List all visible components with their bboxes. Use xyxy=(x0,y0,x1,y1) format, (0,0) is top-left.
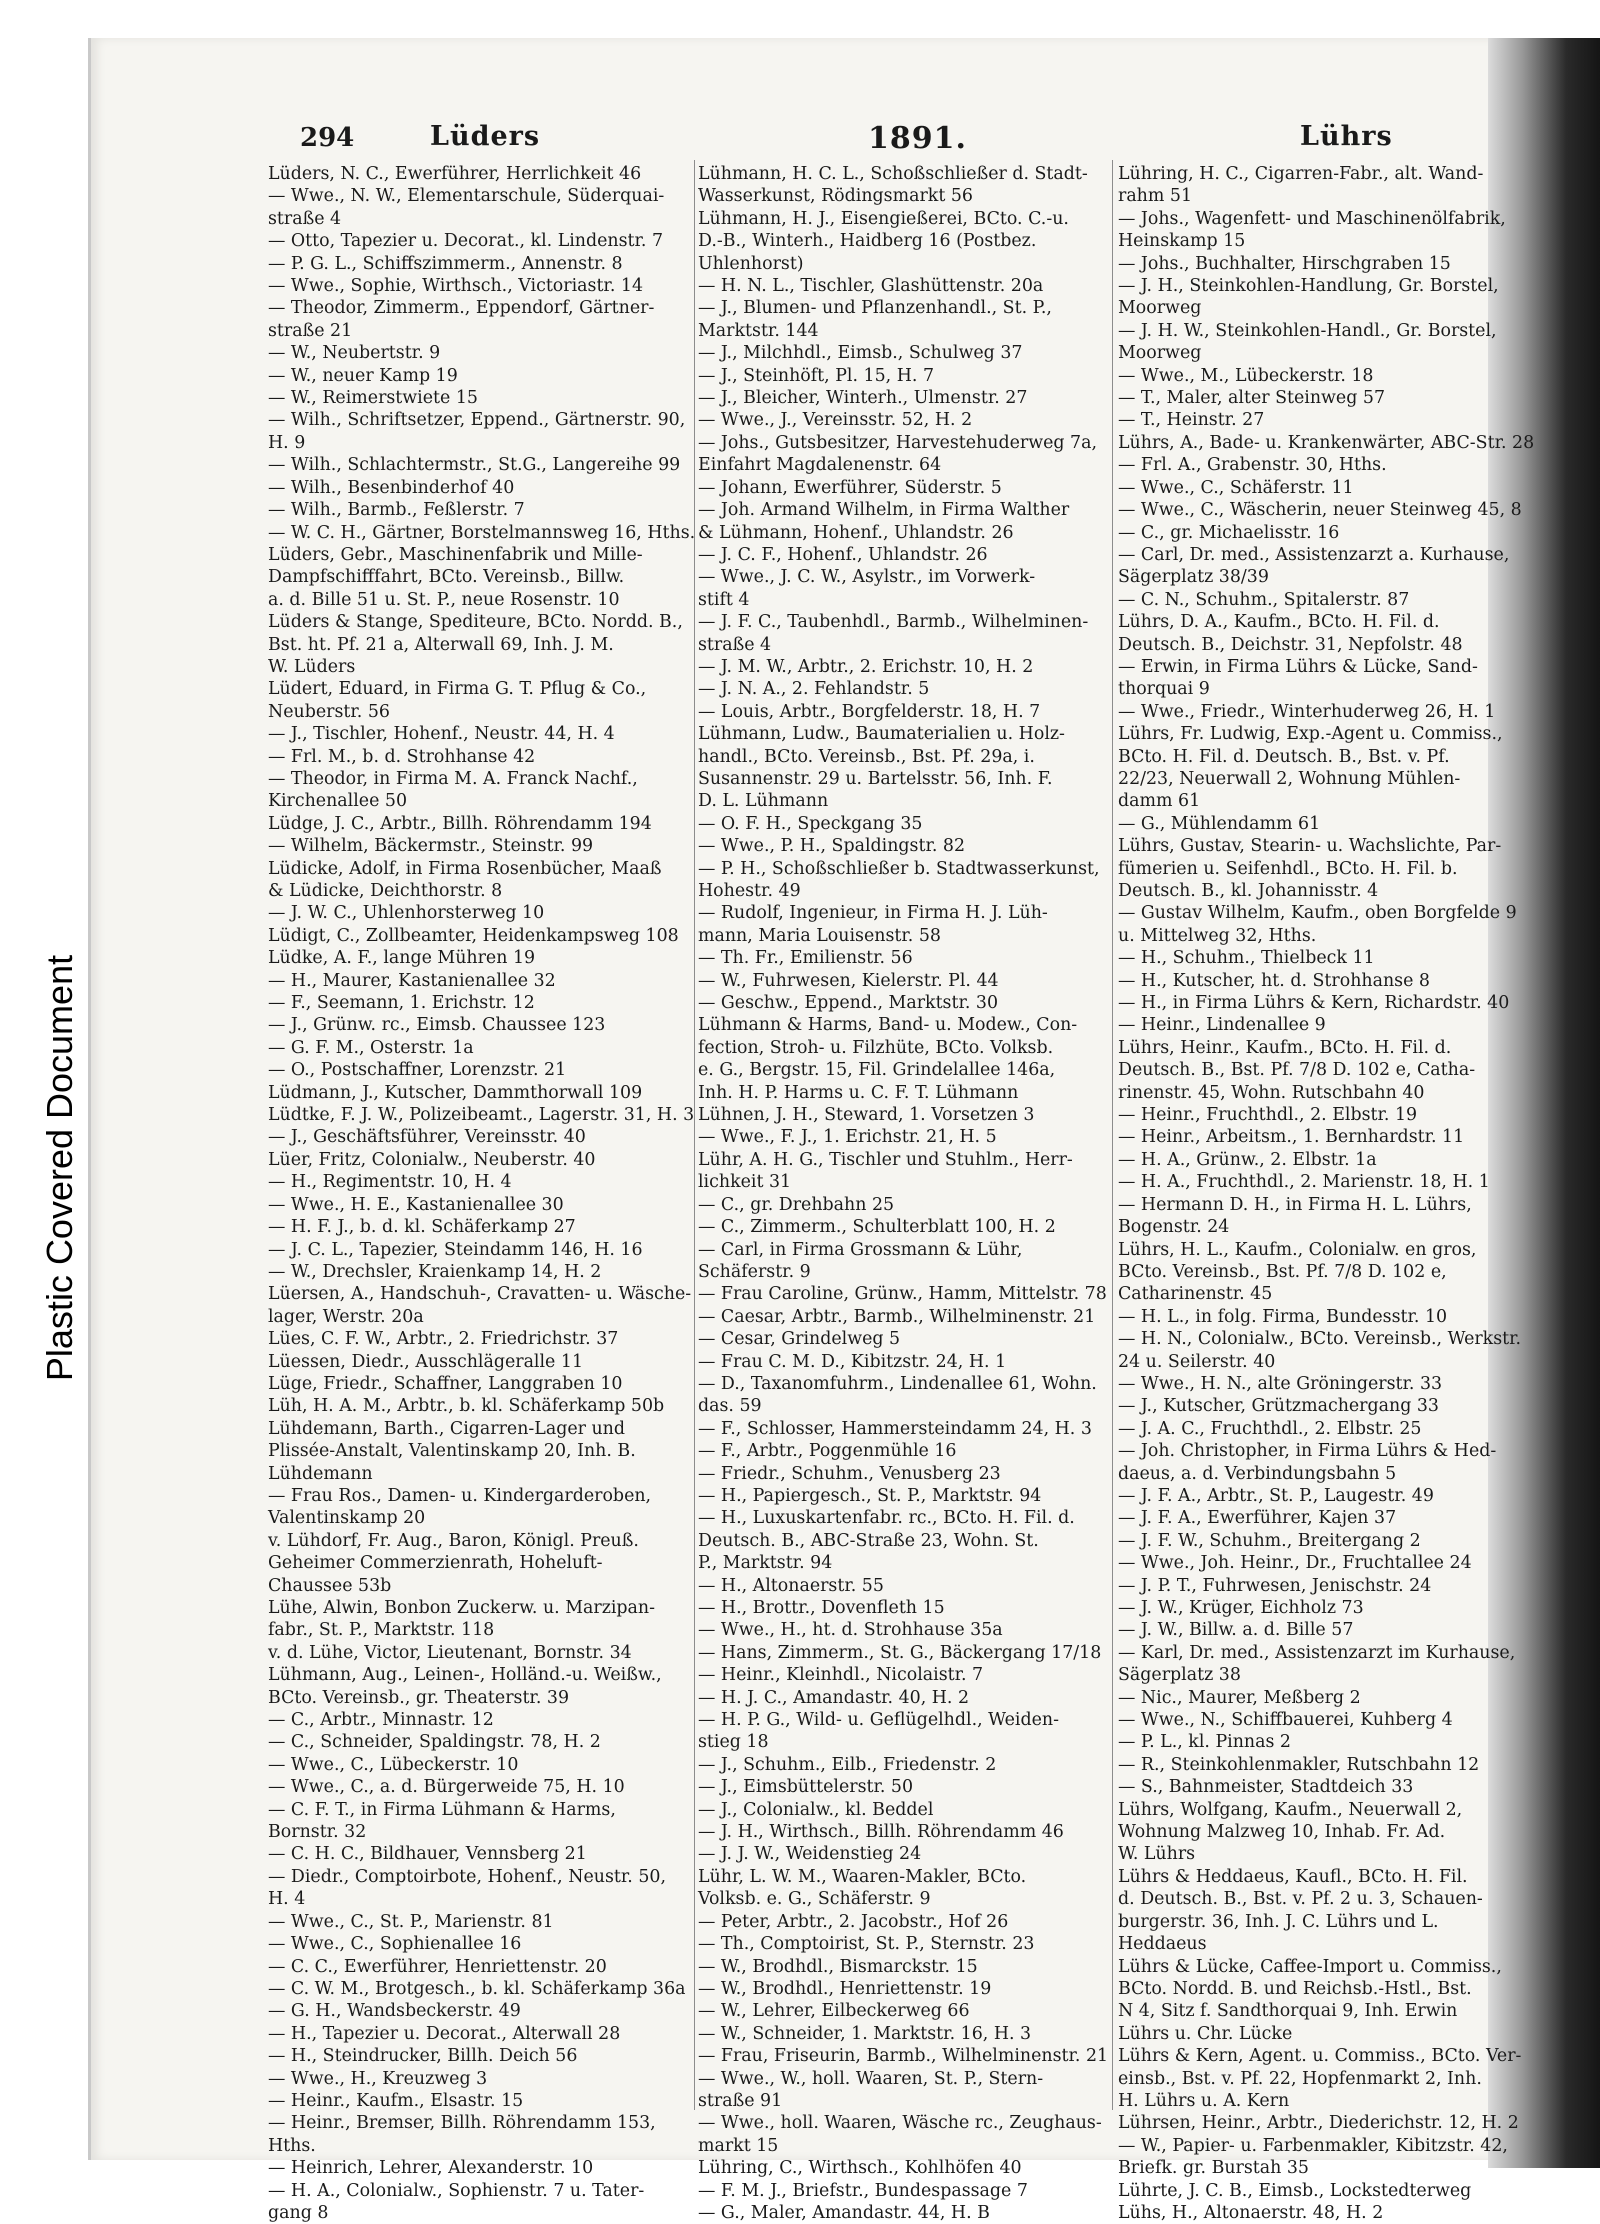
directory-entry-line: N 4, Sitz f. Sandthorquai 9, Inh. Erwin xyxy=(1118,2001,1458,2022)
directory-entry-line: — J. J. W., Weidenstieg 24 xyxy=(698,1844,922,1865)
directory-entry-line: — Heinr., Kleinhdl., Nicolaistr. 7 xyxy=(698,1665,984,1686)
directory-entry-line: Lüdmann, J., Kutscher, Dammthorwall 109 xyxy=(268,1082,643,1103)
directory-entry-line: Geheimer Commerzienrath, Hoheluft- xyxy=(268,1553,603,1574)
directory-entry-line: D.-B., Winterh., Haidberg 16 (Postbez. xyxy=(698,231,1037,252)
directory-entry-line: Wohnung Malzweg 10, Inhab. Fr. Ad. xyxy=(1118,1822,1446,1843)
directory-entry-line: BCto. Nordd. B. und Reichsb.-Hstl., Bst. xyxy=(1118,1978,1472,1999)
directory-column-3 xyxy=(1118,163,1536,2223)
directory-entry-line: — H., Tapezier u. Decorat., Alterwall 28 xyxy=(268,2023,621,2044)
directory-entry-line: Heinskamp 15 xyxy=(1118,231,1246,252)
directory-entry-line: Bst. ht. Pf. 21 a, Alterwall 69, Inh. J. M. xyxy=(268,634,614,655)
directory-entry-line: — G. F. M., Osterstr. 1a xyxy=(268,1037,474,1058)
directory-entry-line: — Theodor, in Firma M. A. Franck Nachf., xyxy=(268,768,638,789)
directory-entry-line: — Wwe., C., Wäscherin, neuer Steinweg 45, 8 xyxy=(1118,500,1522,521)
directory-entry-line: Einfahrt Magdalenenstr. 64 xyxy=(698,455,942,476)
directory-entry-line: — Th., Comptoirist, St. P., Sternstr. 23 xyxy=(698,1934,1035,1955)
directory-entry-line: — Wwe., M., Lübeckerstr. 18 xyxy=(1118,365,1374,386)
directory-entry-line: 24 u. Seilerstr. 40 xyxy=(1118,1351,1276,1372)
directory-entry-line: — Wwe., W., holl. Waaren, St. P., Stern- xyxy=(698,2068,1044,2089)
directory-entry-line: — Theodor, Zimmerm., Eppendorf, Gärtner- xyxy=(268,298,655,319)
directory-entry-line: BCto. H. Fil. d. Deutsch. B., Bst. v. Pf. xyxy=(1118,746,1450,767)
directory-entry-line: — J., Tischler, Hohenf., Neustr. 44, H. 4 xyxy=(268,724,615,745)
directory-entry-line: Moorweg xyxy=(1118,343,1202,364)
directory-entry-line: Marktstr. 144 xyxy=(698,320,819,341)
directory-entry-line: daeus, a. d. Verbindungsbahn 5 xyxy=(1118,1463,1397,1484)
directory-entry-line: — Wwe., N., Schiffbauerei, Kuhberg 4 xyxy=(1118,1710,1453,1731)
directory-entry-line: Lüer, Fritz, Colonialw., Neuberstr. 40 xyxy=(268,1149,596,1170)
directory-entry-line: Deutsch. B., Deichstr. 31, Nepfolstr. 48 xyxy=(1118,634,1463,655)
directory-entry-line: Lüge, Friedr., Schaffner, Langgraben 10 xyxy=(268,1373,623,1394)
directory-entry-line: Lührs, Wolfgang, Kaufm., Neuerwall 2, xyxy=(1118,1799,1463,1820)
directory-entry-line: — J., Steinhöft, Pl. 15, H. 7 xyxy=(698,365,935,386)
directory-entry-line: — Wwe., J. C. W., Asylstr., im Vorwerk- xyxy=(698,567,1036,588)
directory-entry-line: — J. W., Billw. a. d. Bille 57 xyxy=(1118,1620,1354,1641)
year-heading: 1891. xyxy=(868,121,967,156)
directory-entry-line: Deutsch. B., Bst. Pf. 7/8 D. 102 e, Catha- xyxy=(1118,1060,1476,1081)
directory-entry-line: Lüessen, Diedr., Ausschlägeralle 11 xyxy=(268,1351,584,1372)
directory-entry-line: BCto. Vereinsb., Bst. Pf. 7/8 D. 102 e, xyxy=(1118,1261,1447,1282)
directory-entry-line: Lührs, Fr. Ludwig, Exp.-Agent u. Commiss., xyxy=(1118,724,1503,745)
directory-entry-line: e. G., Bergstr. 15, Fil. Grindelallee 146a, xyxy=(698,1060,1056,1081)
directory-entry-line: Heddaeus xyxy=(1118,1934,1207,1955)
directory-entry-line: — H. A., Fruchthdl., 2. Marienstr. 18, H. 1 xyxy=(1118,1172,1490,1193)
directory-entry-line: Briefk. gr. Burstah 35 xyxy=(1118,2158,1309,2179)
directory-entry-line: — Louis, Arbtr., Borgfelderstr. 18, H. 7 xyxy=(698,701,1041,722)
directory-entry-line: — J. W., Krüger, Eichholz 73 xyxy=(1118,1598,1364,1618)
directory-entry-line: H. Lührs u. A. Kern xyxy=(1118,2090,1290,2111)
directory-entry-line: — Rudolf, Ingenieur, in Firma H. J. Lüh- xyxy=(698,903,1048,924)
directory-entry-line: — Wwe., P. H., Spaldingstr. 82 xyxy=(698,836,966,857)
directory-entry-line: — J. W. C., Uhlenhorsterweg 10 xyxy=(268,903,545,924)
directory-entry-line: fümerien u. Seifenhdl., BCto. H. Fil. b. xyxy=(1118,858,1458,879)
directory-entry-line: v. d. Lühe, Victor, Lieutenant, Bornstr. 34 xyxy=(268,1642,632,1663)
directory-entry-line: Catharinenstr. 45 xyxy=(1118,1284,1273,1305)
directory-entry-line: W. Lührs xyxy=(1118,1844,1196,1865)
directory-entry-line: Lührte, J. C. B., Eimsb., Lockstedterweg xyxy=(1118,2180,1472,2201)
directory-entry-line: stieg 18 xyxy=(698,1732,769,1753)
directory-entry-line: Lüders & Stange, Spediteure, BCto. Nordd. B., xyxy=(268,612,683,633)
directory-entry-line: — Johs., Buchhalter, Hirschgraben 15 xyxy=(1118,253,1451,274)
directory-entry-line: — Johs., Wagenfett- und Maschinenölfabrik, xyxy=(1118,208,1506,229)
directory-entry-line: Deutsch. B., kl. Johannisstr. 4 xyxy=(1118,881,1379,901)
directory-entry-line: — Peter, Arbtr., 2. Jacobstr., Hof 26 xyxy=(698,1911,1009,1932)
directory-entry-line: — Hermann D. H., in Firma H. L. Lührs, xyxy=(1118,1194,1472,1215)
directory-entry-line: — Frau Ros., Damen- u. Kindergarderoben, xyxy=(268,1485,652,1506)
directory-entry-line: Lührs, A., Bade- u. Krankenwärter, ABC-Str. 28 xyxy=(1118,432,1535,453)
directory-entry-line: — P. G. L., Schiffszimmerm., Annenstr. 8 xyxy=(268,253,623,274)
directory-entry-line: — Geschw., Eppend., Marktstr. 30 xyxy=(698,993,999,1014)
directory-entry-line: — C. C., Ewerführer, Henriettenstr. 20 xyxy=(268,1956,607,1977)
directory-entry-line: — Diedr., Comptoirbote, Hohenf., Neustr. 50, xyxy=(268,1866,666,1887)
directory-entry-line: — Wwe., Friedr., Winterhuderweg 26, H. 1 xyxy=(1118,701,1496,722)
directory-entry-line: — J. H., Steinkohlen-Handlung, Gr. Borstel, xyxy=(1118,276,1499,297)
directory-entry-line: — F., Schlosser, Hammersteindamm 24, H. 3 xyxy=(698,1418,1092,1439)
directory-entry-line: Lüersen, A., Handschuh-, Cravatten- u. Wäsche- xyxy=(268,1284,692,1305)
directory-entry-line: Lüders, Gebr., Maschinenfabrik und Mille- xyxy=(268,544,643,565)
directory-entry-line: Lühmann, Aug., Leinen-, Holländ.-u. Weißw., xyxy=(268,1665,662,1686)
directory-entry-line: — P. H., Schoßschließer b. Stadtwasserkunst, xyxy=(698,858,1100,879)
directory-entry-line: Bornstr. 32 xyxy=(268,1822,367,1843)
directory-entry-line: — Gustav Wilhelm, Kaufm., oben Borgfelde 9 xyxy=(1118,903,1517,924)
directory-entry-line: — H. N. L., Tischler, Glashüttenstr. 20a xyxy=(698,276,1044,297)
directory-entry-line: einsb., Bst. v. Pf. 22, Hopfenmarkt 2, Inh. xyxy=(1118,2068,1482,2089)
directory-column-2 xyxy=(698,163,1120,2223)
directory-entry-line: — Wwe., Joh. Heinr., Dr., Fruchtallee 24 xyxy=(1118,1553,1472,1574)
directory-entry-line: Lühmann & Harms, Band- u. Modew., Con- xyxy=(698,1015,1078,1036)
directory-entry-line: Lühnen, J. H., Steward, 1. Vorsetzen 3 xyxy=(698,1105,1035,1126)
directory-entry-line: — G., Maler, Amandastr. 44, H. B xyxy=(698,2202,990,2223)
directory-entry-line: d. Deutsch. B., Bst. v. Pf. 2 u. 3, Schauen- xyxy=(1118,1889,1483,1910)
directory-entry-line: — T., Heinstr. 27 xyxy=(1118,410,1265,431)
directory-entry-line: — Wwe., F. J., 1. Erichstr. 21, H. 5 xyxy=(698,1127,997,1148)
directory-entry-line: — Wwe., Sophie, Wirthsch., Victoriastr. 14 xyxy=(268,276,644,297)
directory-entry-line: — J. F. A., Arbtr., St. P., Laugestr. 49 xyxy=(1118,1485,1434,1506)
directory-entry-line: u. Mittelweg 32, Hths. xyxy=(1118,925,1317,946)
directory-entry-line: — T., Maler, alter Steinweg 57 xyxy=(1118,388,1386,409)
directory-entry-line: — C., Schneider, Spaldingstr. 78, H. 2 xyxy=(268,1732,601,1753)
directory-entry-line: Lühs, H., Altonaerstr. 48, H. 2 xyxy=(1118,2202,1384,2223)
directory-entry-line: Lühr, A. H. G., Tischler und Stuhlm., Herr- xyxy=(698,1149,1073,1170)
directory-entry-line: — Wwe., H., Kreuzweg 3 xyxy=(268,2068,488,2089)
directory-entry-line: — Wwe., H., ht. d. Strohhause 35a xyxy=(698,1620,1003,1641)
directory-entry-line: — Wilh., Besenbinderhof 40 xyxy=(268,477,515,498)
directory-entry-line: — Friedr., Schuhm., Venusberg 23 xyxy=(698,1463,1001,1484)
directory-entry-line: Susannenstr. 29 u. Bartelsstr. 56, Inh. F. xyxy=(698,768,1053,789)
directory-entry-line: Lühe, Alwin, Bonbon Zuckerw. u. Marzipan- xyxy=(268,1598,655,1618)
directory-entry-line: — J., Schuhm., Eilb., Friedenstr. 2 xyxy=(698,1754,997,1775)
directory-entry-line: — G. H., Wandsbeckerstr. 49 xyxy=(268,2001,521,2022)
directory-entry-line: — Th. Fr., Emilienstr. 56 xyxy=(698,948,913,969)
directory-entry-line: 22/23, Neuerwall 2, Wohnung Mühlen- xyxy=(1118,768,1461,789)
directory-column-1 xyxy=(268,163,708,2223)
directory-entry-line: — F., Seemann, 1. Erichstr. 12 xyxy=(268,993,535,1014)
directory-entry-line: — Wwe., holl. Waaren, Wäsche rc., Zeughaus- xyxy=(698,2113,1102,2134)
directory-entry-line: — Johs., Gutsbesitzer, Harvestehuderweg 7a, xyxy=(698,432,1097,453)
directory-entry-line: Inh. H. P. Harms u. C. F. T. Lühmann xyxy=(698,1082,1019,1103)
directory-entry-line: — Joh. Christopher, in Firma Lührs & Hed- xyxy=(1118,1441,1497,1462)
directory-entry-line: Dampfschifffahrt, BCto. Vereinsb., Billw. xyxy=(268,567,625,588)
directory-entry-line: — J. N. A., 2. Fehlandstr. 5 xyxy=(698,679,930,700)
directory-entry-line: Lühdemann xyxy=(268,1463,373,1484)
directory-entry-line: Uhlenhorst) xyxy=(698,253,804,274)
directory-entry-line: — J. C. L., Tapezier, Steindamm 146, H. 16 xyxy=(268,1239,643,1260)
directory-entry-line: a. d. Bille 51 u. St. P., neue Rosenstr. 10 xyxy=(268,589,620,610)
directory-entry-line: — J. C. F., Hohenf., Uhlandstr. 26 xyxy=(698,544,988,565)
directory-entry-line: — F. M. J., Briefstr., Bundespassage 7 xyxy=(698,2180,1028,2201)
directory-entry-line: Lühmann, H. C. L., Schoßschließer d. Stadt- xyxy=(698,164,1088,184)
directory-entry-line: Hths. xyxy=(268,2135,316,2156)
directory-entry-line: — Carl, Dr. med., Assistenzarzt a. Kurhause, xyxy=(1118,544,1510,565)
directory-entry-line: — Frau C. M. D., Kibitzstr. 24, H. 1 xyxy=(698,1351,1007,1372)
directory-entry-line: damm 61 xyxy=(1118,791,1201,812)
directory-entry-line: — Frau, Friseurin, Barmb., Wilhelminenstr. 21 xyxy=(698,2046,1109,2067)
directory-entry-line: — J. F. A., Ewerführer, Kajen 37 xyxy=(1118,1508,1397,1529)
directory-entry-line: — Cesar, Grindelweg 5 xyxy=(698,1329,901,1350)
directory-entry-line: — Heinr., Lindenallee 9 xyxy=(1118,1015,1326,1036)
directory-entry-line: — Wwe., J., Vereinsstr. 52, H. 2 xyxy=(698,410,973,431)
directory-entry-line: — F., Arbtr., Poggenmühle 16 xyxy=(698,1441,957,1462)
directory-entry-line: — R., Steinkohlenmakler, Rutschbahn 12 xyxy=(1118,1754,1480,1775)
directory-entry-line: — Wilh., Schlachtermstr., St.G., Langereihe 99 xyxy=(268,455,681,476)
directory-entry-line: — Wilhelm, Bäckermstr., Steinstr. 99 xyxy=(268,836,594,857)
directory-entry-line: Lüdtke, F. J. W., Polizeibeamt., Lagerstr. 31, H. 3 xyxy=(268,1105,695,1126)
directory-entry-line: Volksb. e. G., Schäferstr. 9 xyxy=(698,1889,931,1910)
directory-entry-line: Lüh, H. A. M., Arbtr., b. kl. Schäferkamp 50b xyxy=(268,1396,665,1417)
directory-entry-line: Valentinskamp 20 xyxy=(268,1508,426,1529)
directory-entry-line: D. L. Lühmann xyxy=(698,791,829,812)
directory-entry-line: — H. A., Colonialw., Sophienstr. 7 u. Tater- xyxy=(268,2180,645,2201)
directory-entry-line: Lührs, D. A., Kaufm., BCto. H. Fil. d. xyxy=(1118,612,1440,633)
directory-entry-line: — O. F. H., Speckgang 35 xyxy=(698,813,923,834)
directory-entry-line: rahm 51 xyxy=(1118,186,1193,207)
directory-entry-line: Lüdge, J. C., Arbtr., Billh. Röhrendamm 194 xyxy=(268,813,652,834)
directory-entry-line: — J., Bleicher, Winterh., Ulmenstr. 27 xyxy=(698,388,1028,409)
directory-entry-line: — J., Geschäftsführer, Vereinsstr. 40 xyxy=(268,1127,586,1148)
directory-entry-line: — J. F. W., Schuhm., Breitergang 2 xyxy=(1118,1530,1421,1551)
directory-entry-line: Lühring, C., Wirthsch., Kohlhöfen 40 xyxy=(698,2158,1022,2179)
directory-entry-line: — J., Colonialw., kl. Beddel xyxy=(698,1799,934,1820)
directory-entry-line: — Wilh., Schriftsetzer, Eppend., Gärtnerstr. 90, xyxy=(268,410,686,431)
directory-entry-line: — J. H., Wirthsch., Billh. Röhrendamm 46 xyxy=(698,1822,1064,1843)
directory-entry-line: — H., Kutscher, ht. d. Strohhanse 8 xyxy=(1118,970,1430,991)
directory-entry-line: — W., Drechsler, Kraienkamp 14, H. 2 xyxy=(268,1261,602,1282)
directory-entry-line: — H., in Firma Lührs & Kern, Richardstr. 40 xyxy=(1118,993,1510,1014)
directory-entry-line: Kirchenallee 50 xyxy=(268,791,408,812)
directory-entry-line: Lüdert, Eduard, in Firma G. T. Pflug & Co., xyxy=(268,679,647,700)
directory-entry-line: — C., gr. Michaelisstr. 16 xyxy=(1118,522,1340,543)
directory-entry-line: — Caesar, Arbtr., Barmb., Wilhelminenstr. 21 xyxy=(698,1306,1096,1327)
directory-entry-line: — Carl, in Firma Grossmann & Lühr, xyxy=(698,1239,1023,1260)
directory-entry-line: Schäferstr. 9 xyxy=(698,1261,811,1282)
directory-entry-line: — C., Zimmerm., Schulterblatt 100, H. 2 xyxy=(698,1217,1056,1238)
directory-entry-line: BCto. Vereinsb., gr. Theaterstr. 39 xyxy=(268,1687,570,1708)
directory-entry-line: — Otto, Tapezier u. Decorat., kl. Lindenstr. 7 xyxy=(268,231,664,252)
directory-entry-line: — O., Postschaffner, Lorenzstr. 21 xyxy=(268,1060,567,1081)
directory-entry-line: — H. L., in folg. Firma, Bundesstr. 10 xyxy=(1118,1306,1448,1327)
directory-entry-line: straße 21 xyxy=(268,320,353,341)
directory-entry-line: — G., Mühlendamm 61 xyxy=(1118,813,1321,834)
directory-entry-line: — P. L., kl. Pinnas 2 xyxy=(1118,1732,1291,1753)
directory-entry-line: mann, Maria Louisenstr. 58 xyxy=(698,925,941,946)
directory-entry-line: lichkeit 31 xyxy=(698,1172,792,1193)
directory-entry-line: — Wwe., C., Schäferstr. 11 xyxy=(1118,477,1354,498)
directory-entry-line: — Joh. Armand Wilhelm, in Firma Walther xyxy=(698,500,1070,521)
directory-entry-line: — Karl, Dr. med., Assistenzarzt im Kurhause, xyxy=(1118,1642,1516,1663)
directory-entry-line: das. 59 xyxy=(698,1396,762,1417)
directory-entry-line: — Erwin, in Firma Lührs & Lücke, Sand- xyxy=(1118,656,1478,677)
directory-entry-line: straße 4 xyxy=(268,208,342,229)
directory-entry-line: thorquai 9 xyxy=(1118,679,1210,700)
directory-entry-line: — J., Kutscher, Grützmachergang 33 xyxy=(1118,1396,1439,1417)
directory-entry-line: — C., Arbtr., Minnastr. 12 xyxy=(268,1710,494,1731)
directory-entry-line: — H. F. J., b. d. kl. Schäferkamp 27 xyxy=(268,1217,576,1238)
directory-entry-line: — W., Lehrer, Eilbeckerweg 66 xyxy=(698,2001,970,2022)
directory-entry-line: — W., Schneider, 1. Marktstr. 16, H. 3 xyxy=(698,2023,1032,2044)
directory-entry-line: & Lühmann, Hohenf., Uhlandstr. 26 xyxy=(698,522,1014,543)
directory-entry-line: — J. H. W., Steinkohlen-Handl., Gr. Borstel, xyxy=(1118,320,1497,341)
directory-entry-line: Sägerplatz 38/39 xyxy=(1118,567,1269,588)
directory-entry-line: Lührs, Heinr., Kaufm., BCto. H. Fil. d. xyxy=(1118,1037,1452,1058)
directory-entry-line: Moorweg xyxy=(1118,298,1202,319)
directory-entry-line: burgerstr. 36, Inh. J. C. Lührs und L. xyxy=(1118,1911,1439,1932)
directory-entry-line: — Heinr., Arbeitsm., 1. Bernhardstr. 11 xyxy=(1118,1127,1465,1148)
directory-entry-line: — S., Bahnmeister, Stadtdeich 33 xyxy=(1118,1777,1414,1798)
directory-entry-line: — C. F. T., in Firma Lühmann & Harms, xyxy=(268,1799,616,1820)
directory-entry-line: — H., Maurer, Kastanienallee 32 xyxy=(268,970,556,991)
directory-entry-line: — H. A., Grünw., 2. Elbstr. 1a xyxy=(1118,1149,1377,1170)
directory-entry-line: lager, Werstr. 20a xyxy=(268,1306,424,1327)
directory-entry-line: — H., Regimentstr. 10, H. 4 xyxy=(268,1172,512,1193)
directory-entry-line: fection, Stroh- u. Filzhüte, BCto. Volksb. xyxy=(698,1037,1054,1058)
directory-entry-line: — H. P. G., Wild- u. Geflügelhdl., Weiden- xyxy=(698,1710,1059,1731)
directory-entry-line: Lüdicke, Adolf, in Firma Rosenbücher, Maaß xyxy=(268,858,662,879)
directory-entry-line: — J., Milchhdl., Eimsb., Schulweg 37 xyxy=(698,343,1023,364)
directory-entry-line: Plissée-Anstalt, Valentinskamp 20, Inh. B. xyxy=(268,1441,636,1462)
directory-entry-line: & Lüdicke, Deichthorstr. 8 xyxy=(268,881,503,901)
directory-entry-line: — D., Taxanomfuhrm., Lindenallee 61, Wohn. xyxy=(698,1373,1097,1394)
directory-entry-line: fabr., St. P., Marktstr. 118 xyxy=(268,1620,495,1641)
directory-entry-line: — J. F. C., Taubenhdl., Barmb., Wilhelminen- xyxy=(698,612,1089,633)
directory-entry-line: — Hans, Zimmerm., St. G., Bäckergang 17/18 xyxy=(698,1642,1102,1663)
directory-entry-line: Lührs & Lücke, Caffee-Import u. Commiss., xyxy=(1118,1956,1502,1977)
directory-entry-line: — W. C. H., Gärtner, Borstelmannsweg 16, Hths. xyxy=(268,522,696,543)
directory-entry-line: — Wwe., C., a. d. Bürgerweide 75, H. 10 xyxy=(268,1777,625,1798)
directory-entry-line: Neuberstr. 56 xyxy=(268,701,390,722)
directory-entry-line: — J. M. W., Arbtr., 2. Erichstr. 10, H. 2 xyxy=(698,656,1034,677)
directory-entry-line: — H., Steindrucker, Billh. Deich 56 xyxy=(268,2046,578,2067)
directory-entry-line: — W., Fuhrwesen, Kielerstr. Pl. 44 xyxy=(698,970,999,991)
directory-entry-line: Lührs, Gustav, Stearin- u. Wachslichte, Par- xyxy=(1118,836,1502,857)
directory-entry-line: handl., BCto. Vereinsb., Bst. Pf. 29a, i. xyxy=(698,746,1035,767)
directory-entry-line: — W., Papier- u. Farbenmakler, Kibitzstr. 42, xyxy=(1118,2135,1508,2156)
directory-entry-line: — Wwe., N. W., Elementarschule, Süderquai- xyxy=(268,186,665,207)
directory-entry-line: W. Lüders xyxy=(268,656,356,677)
directory-entry-line: — Nic., Maurer, Meßberg 2 xyxy=(1118,1687,1361,1708)
directory-entry-line: — H., Papiergesch., St. P., Marktstr. 94 xyxy=(698,1485,1042,1506)
directory-entry-line: — W., Neubertstr. 9 xyxy=(268,343,441,364)
side-label xyxy=(30,868,90,1468)
side-label-text: Plastic Covered Document xyxy=(39,954,80,1382)
directory-entry-line: Lüdke, A. F., lange Mühren 19 xyxy=(268,948,536,969)
directory-entry-line: H. 9 xyxy=(268,432,306,453)
directory-entry-line: — H., Schuhm., Thielbeck 11 xyxy=(1118,948,1375,969)
directory-entry-line: Lühdemann, Barth., Cigarren-Lager und xyxy=(268,1418,626,1439)
directory-entry-line: — W., Brodhdl., Bismarckstr. 15 xyxy=(698,1956,978,1977)
directory-entry-line: — Heinrich, Lehrer, Alexanderstr. 10 xyxy=(268,2158,594,2179)
directory-entry-line: — C. W. M., Brotgesch., b. kl. Schäferkamp 36a xyxy=(268,1978,686,1999)
directory-entry-line: Deutsch. B., ABC-Straße 23, Wohn. St. xyxy=(698,1530,1039,1551)
directory-entry-line: — Heinr., Kaufm., Elsastr. 15 xyxy=(268,2090,524,2111)
directory-entry-line: — J., Blumen- und Pflanzenhandl., St. P., xyxy=(698,298,1052,319)
directory-entry-line: Lühmann, H. J., Eisengießerei, BCto. C.-u. xyxy=(698,208,1069,229)
directory-entry-line: — W., Brodhdl., Henriettenstr. 19 xyxy=(698,1978,992,1999)
directory-entry-line: — Frl. M., b. d. Strohhanse 42 xyxy=(268,746,536,767)
directory-entry-line: — Wilh., Barmb., Feßlerstr. 7 xyxy=(268,500,525,521)
directory-entry-line: — J., Grünw. rc., Eimsb. Chaussee 123 xyxy=(268,1015,606,1036)
directory-entry-line: — Wwe., H. E., Kastanienallee 30 xyxy=(268,1194,564,1215)
directory-entry-line: — Wwe., C., St. P., Marienstr. 81 xyxy=(268,1911,554,1932)
directory-entry-line: markt 15 xyxy=(698,2135,779,2156)
directory-entry-line: Lührsen, Heinr., Arbtr., Diederichstr. 12, H. 2 xyxy=(1118,2113,1519,2134)
directory-entry-line: Lührs u. Chr. Lücke xyxy=(1118,2023,1293,2044)
directory-entry-line: Sägerplatz 38 xyxy=(1118,1665,1241,1686)
directory-entry-line: — C. N., Schuhm., Spitalerstr. 87 xyxy=(1118,589,1410,610)
directory-entry-line: — J. P. T., Fuhrwesen, Jenischstr. 24 xyxy=(1118,1575,1432,1596)
directory-entry-line: Wasserkunst, Rödingsmarkt 56 xyxy=(698,186,973,207)
directory-entry-line: H. 4 xyxy=(268,1889,306,1910)
directory-entry-line: — J., Eimsbüttelerstr. 50 xyxy=(698,1777,914,1798)
directory-entry-line: rinenstr. 45, Wohn. Rutschbahn 40 xyxy=(1118,1082,1425,1103)
directory-entry-line: Hohestr. 49 xyxy=(698,881,801,901)
directory-entry-line: — Frl. A., Grabenstr. 30, Hths. xyxy=(1118,455,1387,476)
directory-entry-line: — H., Luxuskartenfabr. rc., BCto. H. Fil. d. xyxy=(698,1508,1075,1529)
directory-entry-line: — Wwe., C., Sophienallee 16 xyxy=(268,1934,522,1955)
directory-entry-line: P., Marktstr. 94 xyxy=(698,1553,833,1574)
directory-entry-line: — H., Brottr., Dovenfleth 15 xyxy=(698,1598,945,1618)
directory-entry-line: Lües, C. F. W., Arbtr., 2. Friedrichstr. 37 xyxy=(268,1329,619,1350)
directory-entry-line: — Johann, Ewerführer, Süderstr. 5 xyxy=(698,477,1002,498)
directory-entry-line: Lüders, N. C., Ewerführer, Herrlichkeit 46 xyxy=(268,164,642,184)
directory-entry-line: Lüdigt, C., Zollbeamter, Heidenkampsweg 108 xyxy=(268,925,679,946)
directory-entry-line: Lühr, L. W. M., Waaren-Makler, BCto. xyxy=(698,1866,1027,1887)
directory-entry-line: — C., gr. Drehbahn 25 xyxy=(698,1194,895,1215)
right-running-head: Lührs xyxy=(1300,121,1393,152)
directory-entry-line: straße 91 xyxy=(698,2090,783,2111)
directory-entry-line: Lühring, H. C., Cigarren-Fabr., alt. Wand- xyxy=(1118,164,1484,184)
directory-entry-line: — Wwe., H. N., alte Gröningerstr. 33 xyxy=(1118,1373,1443,1394)
left-running-head: Lüders xyxy=(430,121,541,152)
directory-entry-line: — Wwe., C., Lübeckerstr. 10 xyxy=(268,1754,519,1775)
directory-entry-line: — Heinr., Fruchthdl., 2. Elbstr. 19 xyxy=(1118,1105,1418,1126)
directory-entry-line: v. Lühdorf, Fr. Aug., Baron, Königl. Preuß. xyxy=(268,1530,639,1551)
directory-entry-line: gang 8 xyxy=(268,2202,329,2223)
directory-entry-line: Chaussee 53b xyxy=(268,1575,392,1596)
directory-entry-line: — W., neuer Kamp 19 xyxy=(268,365,458,386)
directory-entry-line: Bogenstr. 24 xyxy=(1118,1217,1230,1238)
directory-entry-line: Lührs & Heddaeus, Kaufl., BCto. H. Fil. xyxy=(1118,1866,1468,1887)
directory-entry-line: Lührs, H. L., Kaufm., Colonialw. en gros, xyxy=(1118,1239,1477,1260)
directory-entry-line: — H., Altonaerstr. 55 xyxy=(698,1575,884,1596)
directory-entry-line: — Frau Caroline, Grünw., Hamm, Mittelstr. 78 xyxy=(698,1284,1107,1305)
page-number: 294 xyxy=(300,123,355,153)
directory-entry-line: Lühmann, Ludw., Baumaterialien u. Holz- xyxy=(698,724,1065,745)
directory-entry-line: — H. N., Colonialw., BCto. Vereinsb., Werkstr. xyxy=(1118,1329,1522,1350)
directory-entry-line: — H. J. C., Amandastr. 40, H. 2 xyxy=(698,1687,970,1708)
directory-entry-line: straße 4 xyxy=(698,634,772,655)
directory-entry-line: stift 4 xyxy=(698,589,750,610)
directory-entry-line: Lührs & Kern, Agent. u. Commiss., BCto. Ver- xyxy=(1118,2046,1522,2067)
directory-entry-line: — C. H. C., Bildhauer, Vennsberg 21 xyxy=(268,1844,587,1865)
directory-entry-line: — Heinr., Bremser, Billh. Röhrendamm 153, xyxy=(268,2113,656,2134)
directory-entry-line: — W., Reimerstwiete 15 xyxy=(268,388,478,409)
directory-entry-line: — J. A. C., Fruchthdl., 2. Elbstr. 25 xyxy=(1118,1418,1422,1439)
